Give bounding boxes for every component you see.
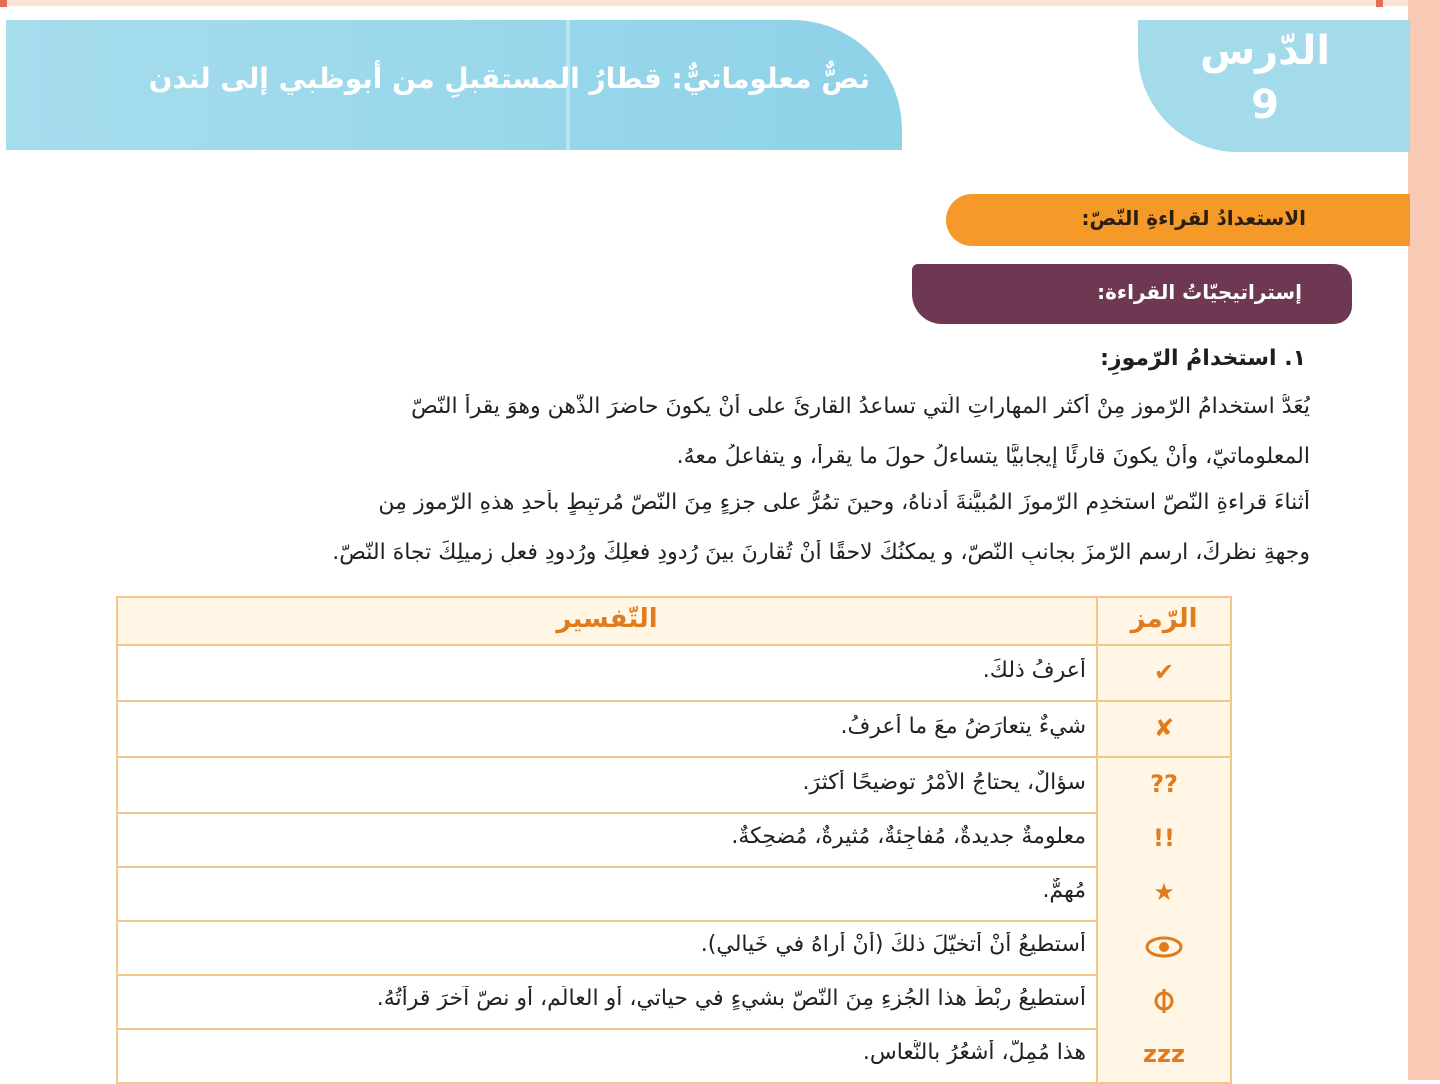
reading-strategies-pill [912, 264, 1352, 324]
banner-title: نصٌّ معلوماتيٌّ: قطارُ المستقبلِ من أبوظبي إلى لندن [148, 62, 870, 95]
row-explanation: شيءٌ يتعارَضُ معَ ما أعرِفُ. [840, 714, 1086, 739]
column-divider [1096, 598, 1098, 1082]
row-explanation: أعرِفُ ذلكَ. [982, 658, 1086, 683]
right-edge-strip [1408, 0, 1440, 1080]
link-icon [1098, 986, 1230, 1015]
sleep-icon: zzz [1143, 1040, 1185, 1068]
star-icon: ★ [1153, 878, 1175, 906]
top-edge-strip [0, 0, 1410, 6]
explanation-column-header: التّفسير [556, 604, 658, 634]
row-explanation: سؤالٌ، يحتاجُ الأمْرُ توضيحًا أكثرَ. [802, 770, 1086, 795]
table-row [118, 1028, 1230, 1082]
strategy-heading: ١. استخدامُ الرّموزِ: [1100, 346, 1306, 371]
lesson-label: الدّرس [1199, 28, 1331, 74]
row-explanation: معلومةٌ جديدةٌ، مُفاجِئةٌ، مُثيرةٌ، مُضحِكةٌ. [731, 824, 1086, 849]
question-icon: ?? [1150, 770, 1178, 798]
paragraph-line: يُعَدُّ استخدامُ الرّموزِ مِنْ أكثرِ المهاراتِ الّتي تساعدُ القارئَ على أنْ يكونَ حاضرَ الذّهنِ وهوَ يقرأُ النّصّ [411, 394, 1310, 419]
table-row [118, 920, 1230, 976]
reading-strategies-label: إستراتيجيّاتُ القراءة: [1097, 280, 1302, 304]
table-row [118, 974, 1230, 1030]
table-row [118, 866, 1230, 922]
lesson-number: 9 [1251, 82, 1279, 128]
paragraph-line: أثناءَ قراءةِ النّصّ استخدِمِ الرّموزَ المُبيَّنةَ أدناهُ، وحينَ تمُرُّ على جزءٍ مِنَ النّصّ مُرتبِطٍ بأحدِ هذهِ الرّموزِ مِن [378, 490, 1310, 515]
check-icon: ✔ [1153, 658, 1175, 686]
paragraph-line: المعلوماتيّ، وأنْ يكونَ قارئًا إيجابيًّا يتساءلُ حولَ ما يقرأُ، و يتفاعلُ معهُ. [676, 444, 1310, 469]
eye-icon [1098, 932, 1230, 960]
corner-mark-left [0, 0, 7, 7]
row-explanation: أستطيعُ أنْ أتخيّلَ ذلكَ (أنْ أراهُ في خَيالي). [700, 932, 1086, 957]
lesson-badge [1138, 20, 1410, 152]
table-row [118, 702, 1230, 758]
table-row [118, 646, 1230, 702]
row-explanation: مُهِمٌّ. [1042, 878, 1086, 903]
row-explanation: هذا مُمِلٌّ، أشعُرُ بالنُّعاسِ. [862, 1040, 1086, 1065]
exclamation-icon: !! [1153, 824, 1175, 852]
table-row [118, 758, 1230, 814]
table-row [118, 812, 1230, 868]
paragraph-line: وجهةِ نظرِكَ، ارسمِ الرّمزَ بجانبِ النّصّ، و يمكنُكَ لاحقًا أنْ تُقارنَ بينَ رُدودِ فعلِكَ ورُدودِ فعلِ زميلِكَ تجاهَ النّصّ. [332, 540, 1310, 565]
symbols-table [116, 596, 1232, 1084]
cross-icon: ✘ [1153, 714, 1175, 742]
row-explanation: أستطيعُ ربْطَ هذا الجُزءِ مِنَ النّصّ بشيءٍ في حياتي، أوِ العالَمِ، أو نصّ آخرَ قرأتُهُ. [376, 986, 1086, 1011]
corner-mark-right [1376, 0, 1383, 7]
prepare-reading-label: الاستعدادُ لقراءةِ النّصّ: [1081, 206, 1306, 230]
prepare-reading-pill [946, 194, 1410, 246]
symbol-column-header: الرّمز [1130, 604, 1198, 634]
